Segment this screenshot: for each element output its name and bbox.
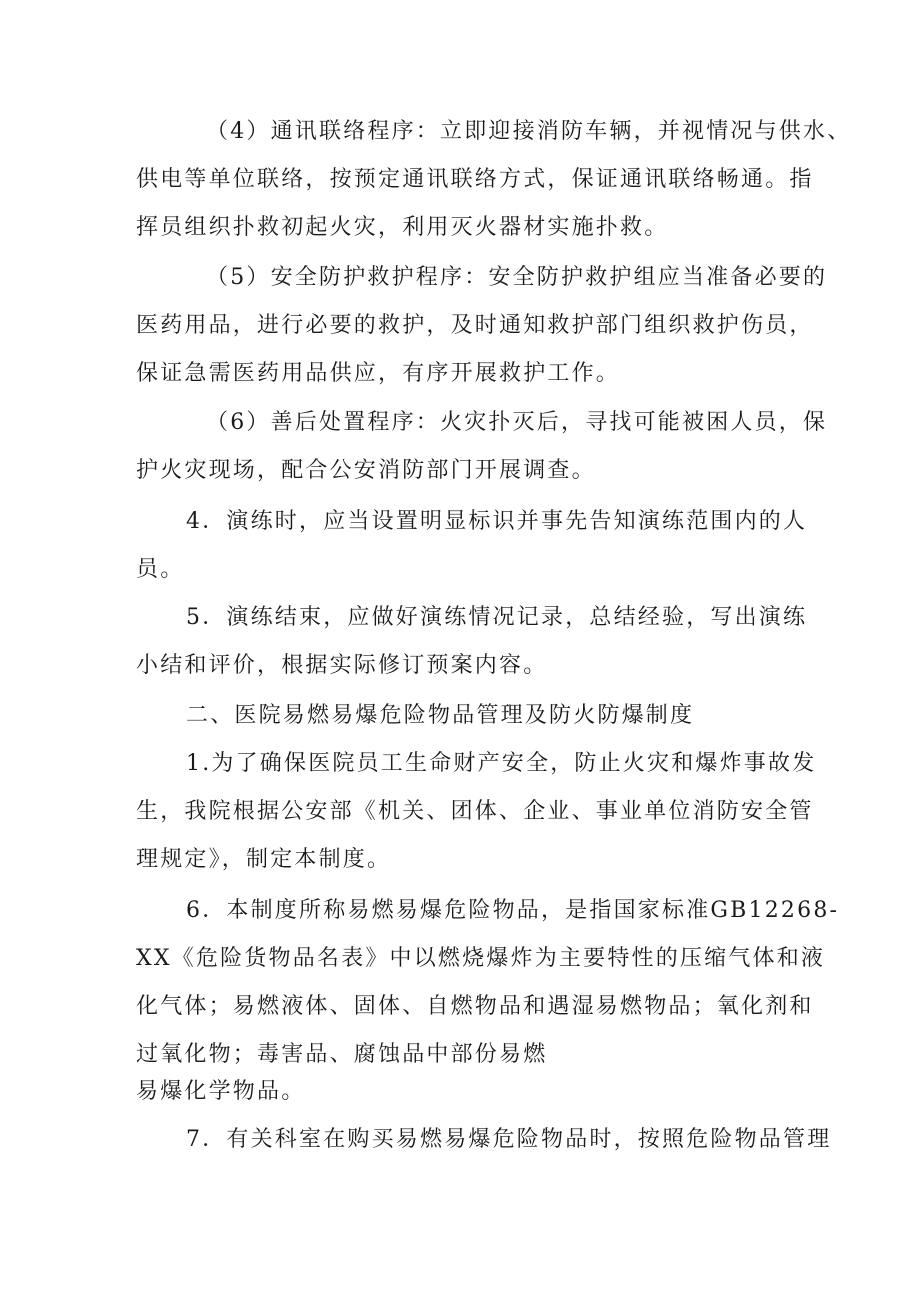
paragraph-line: 化气体；易燃液体、固体、自燃物品和遇湿易燃物品；氧化剂和: [136, 994, 814, 1019]
paragraph-line: 7．有关科室在购买易燃易爆危险物品时，按照危险物品管理: [186, 1127, 832, 1152]
paragraph-line: 4．演练时，应当设置明显标识并事先告知演练范围内的人: [186, 509, 808, 534]
paragraph-line: 5．演练结束，应做好演练情况记录，总结经验，写出演练: [186, 605, 808, 630]
paragraph-line: 生，我院根据公安部《机关、团体、企业、事业单位消防安全管: [136, 799, 814, 824]
paragraph-line: XX《危险货物品名表》中以燃烧爆炸为主要特性的压缩气体和液: [136, 946, 826, 971]
paragraph-line: （4）通讯联络程序：立即迎接消防车辆，并视情况与供水、: [206, 119, 852, 144]
paragraph-line: 理规定》，制定本制度。: [136, 847, 392, 872]
paragraph-line: （5）安全防护救护程序：安全防护救护组应当准备必要的: [206, 265, 828, 290]
paragraph-line: 小结和评价，根据实际修订预案内容。: [136, 653, 548, 678]
paragraph-line: 6．本制度所称易燃易爆危险物品，是指国家标准GB12268-: [186, 898, 840, 923]
paragraph-line: 员。: [136, 557, 185, 582]
paragraph-line: 医药用品，进行必要的救护，及时通知救护部门组织救护伤员，: [136, 313, 814, 338]
paragraph-line: 护火灾现场，配合公安消防部门开展调查。: [136, 458, 596, 483]
paragraph-line: 挥员组织扑救初起火灾，利用灭火器材实施扑救。: [136, 215, 669, 240]
paragraph-line: 保证急需医药用品供应，有序开展救护工作。: [136, 361, 621, 386]
section-heading: 二、医院易燃易爆危险物品管理及防火防爆制度: [186, 703, 695, 728]
paragraph-line: （6）善后处置程序：火灾扑灭后，寻找可能被困人员，保: [206, 410, 828, 435]
paragraph-line: 供电等单位联络，按预定通讯联络方式，保证通讯联络畅通。指: [136, 167, 814, 192]
paragraph-line: 过氧化物；毒害品、腐蚀品中部份易燃: [136, 1042, 548, 1067]
paragraph-line: 1.为了确保医院员工生命财产安全，防止火灾和爆炸事故发: [186, 751, 817, 776]
paragraph-line: 易爆化学物品。: [136, 1079, 306, 1104]
